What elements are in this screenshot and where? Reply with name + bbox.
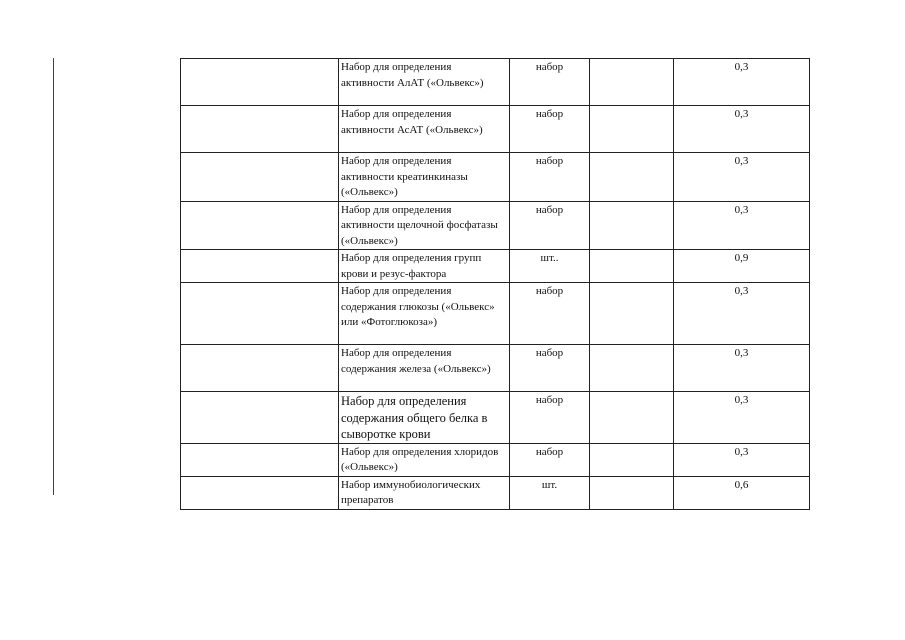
empty-cell xyxy=(590,153,674,202)
empty-cell xyxy=(181,476,339,509)
table-row xyxy=(181,392,810,444)
item-unit: набор xyxy=(510,283,590,345)
item-name: Набор для определения активности АсАТ («Ольвекс») xyxy=(339,106,510,153)
table-row xyxy=(181,153,810,202)
item-value: 0,3 xyxy=(674,443,810,476)
item-value: 0,3 xyxy=(674,345,810,392)
item-value: 0,3 xyxy=(674,392,810,444)
item-value: 0,3 xyxy=(674,283,810,345)
item-name: Набор для определения активности АлАТ («Ольвекс») xyxy=(339,59,510,106)
item-name: Набор для определения активности креатинкиназы («Ольвекс») xyxy=(339,153,510,202)
empty-cell xyxy=(181,443,339,476)
empty-cell xyxy=(590,476,674,509)
empty-cell xyxy=(590,345,674,392)
table-row xyxy=(181,59,810,106)
empty-cell xyxy=(181,153,339,202)
item-name: Набор для определения активности щелочной фосфатазы («Ольвекс») xyxy=(339,201,510,250)
table-row xyxy=(181,201,810,250)
item-unit: набор xyxy=(510,59,590,106)
item-name: Набор для определения содержания железа («Ольвекс») xyxy=(339,345,510,392)
item-value: 0,3 xyxy=(674,59,810,106)
empty-cell xyxy=(590,106,674,153)
empty-cell xyxy=(590,283,674,345)
item-value: 0,3 xyxy=(674,201,810,250)
item-value: 0,3 xyxy=(674,153,810,202)
empty-cell xyxy=(590,59,674,106)
empty-cell xyxy=(181,201,339,250)
item-name: Набор для определения содержания глюкозы («Ольвекс» или «Фотоглюкоза») xyxy=(339,283,510,345)
empty-cell xyxy=(181,345,339,392)
empty-cell xyxy=(590,392,674,444)
item-value: 0,9 xyxy=(674,250,810,283)
table-row xyxy=(181,345,810,392)
table-row xyxy=(181,443,810,476)
item-unit: набор xyxy=(510,106,590,153)
item-name: Набор для определения групп крови и резус-фактора xyxy=(339,250,510,283)
item-name: Набор иммунобиологических препаратов xyxy=(339,476,510,509)
item-unit: набор xyxy=(510,392,590,444)
item-unit: шт.. xyxy=(510,250,590,283)
empty-cell xyxy=(590,250,674,283)
table-row xyxy=(181,106,810,153)
item-unit: набор xyxy=(510,153,590,202)
empty-cell xyxy=(181,106,339,153)
empty-cell xyxy=(590,201,674,250)
left-margin-line xyxy=(53,58,54,495)
item-value: 0,6 xyxy=(674,476,810,509)
table-row xyxy=(181,250,810,283)
table-row xyxy=(181,283,810,345)
empty-cell xyxy=(181,59,339,106)
item-unit: шт. xyxy=(510,476,590,509)
supplies-table xyxy=(180,58,810,510)
empty-cell xyxy=(590,443,674,476)
item-unit: набор xyxy=(510,443,590,476)
empty-cell xyxy=(181,392,339,444)
item-unit: набор xyxy=(510,201,590,250)
item-name: Набор для определения содержания общего белка в сыворотке крови xyxy=(339,392,510,444)
empty-cell xyxy=(181,250,339,283)
table-row xyxy=(181,476,810,509)
item-name: Набор для определения хлоридов («Ольвекс») xyxy=(339,443,510,476)
item-value: 0,3 xyxy=(674,106,810,153)
empty-cell xyxy=(181,283,339,345)
item-unit: набор xyxy=(510,345,590,392)
